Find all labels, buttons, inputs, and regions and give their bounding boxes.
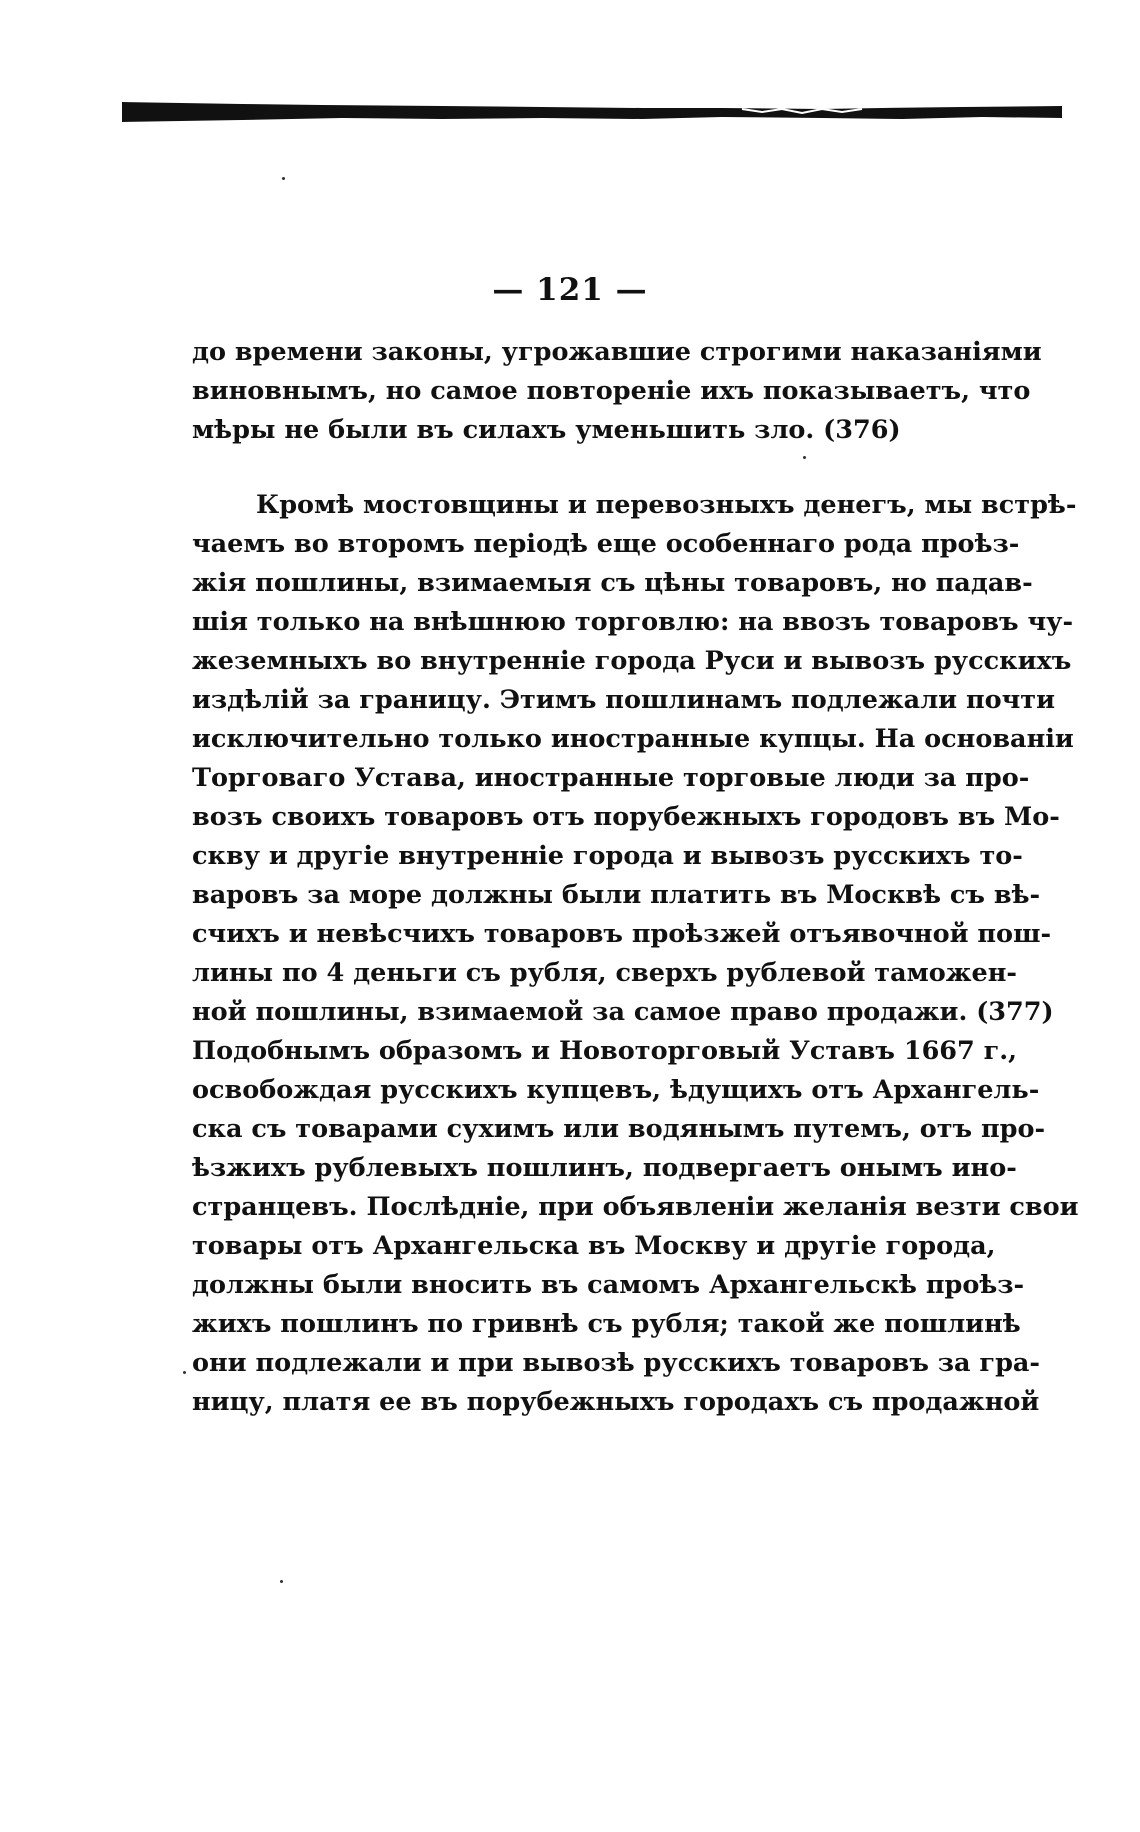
scan-speck [280, 1580, 283, 1583]
text-line: ницу, платя ее въ порубежныхъ городахъ съ продажной [192, 1387, 1040, 1417]
paragraph-main [192, 486, 1079, 1422]
text-line: ной пошлины, взимаемой за самое право продажи. (377) [192, 997, 1054, 1027]
scan-edge-bar [122, 100, 1062, 124]
text-line: должны были вносить въ самомъ Архангельскѣ проѣз- [192, 1270, 1025, 1300]
text-line: жія пошлины, взимаемыя съ цѣны товаровъ, но падав- [192, 568, 1033, 598]
text-line: издѣлій за границу. Этимъ пошлинамъ подлежали почти [192, 685, 1056, 715]
text-line: товары отъ Архангельска въ Москву и другіе города, [192, 1231, 996, 1261]
text-line: ѣзжихъ рублевыхъ пошлинъ, подвергаетъ онымъ ино- [192, 1153, 1017, 1183]
scan-speck [183, 1371, 186, 1374]
text-line: счихъ и невѣсчихъ товаровъ проѣзжей отъявочной пош- [192, 919, 1052, 949]
text-line: варовъ за море должны были платить въ Москвѣ съ вѣ- [192, 880, 1041, 910]
text-line: странцевъ. Послѣдніе, при объявленіи желанія везти свои [192, 1192, 1079, 1222]
text-line: до времени законы, угрожавшие строгими наказаніями [192, 337, 1042, 367]
text-line: исключительно только иностранные купцы. На основаніи [192, 724, 1074, 754]
paragraph-continuation [192, 333, 1042, 450]
text-line: Кромѣ мостовщины и перевозныхъ денегъ, мы встрѣ- [256, 490, 1077, 520]
text-line: лины по 4 деньги съ рубля, сверхъ рублевой таможен- [192, 958, 1018, 988]
text-line: мѣры не были въ силахъ уменьшить зло. (376) [192, 415, 901, 445]
text-line: ска съ товарами сухимъ или водянымъ путемъ, отъ про- [192, 1114, 1046, 1144]
text-line: Торговаго Устава, иностранные торговые люди за про- [192, 763, 1030, 793]
text-line: шія только на внѣшнюю торговлю: на ввозъ товаровъ чу- [192, 607, 1074, 637]
text-line: скву и другіе внутренніе города и вывозъ русскихъ то- [192, 841, 1023, 871]
text-line: Подобнымъ образомъ и Новоторговый Уставъ 1667 г., [192, 1036, 1018, 1066]
text-line: освобождая русскихъ купцевъ, ѣдущихъ отъ Архангель- [192, 1075, 1040, 1105]
text-line: виновнымъ, но самое повтореніе ихъ показываетъ, что [192, 376, 1031, 406]
text-line: жихъ пошлинъ по гривнѣ съ рубля; такой же пошлинѣ [192, 1309, 1021, 1339]
page-number: — 121 — [492, 272, 648, 308]
scan-speck [803, 456, 806, 459]
text-line: они подлежали и при вывозѣ русскихъ товаровъ за гра- [192, 1348, 1040, 1378]
text-line: жеземныхъ во внутренніе города Руси и вывозъ русскихъ [192, 646, 1072, 676]
scan-speck [282, 177, 285, 180]
text-line: чаемъ во второмъ періодѣ еще особеннаго рода проѣз- [192, 529, 1020, 559]
text-line: возъ своихъ товаровъ отъ порубежныхъ городовъ въ Мо- [192, 802, 1060, 832]
